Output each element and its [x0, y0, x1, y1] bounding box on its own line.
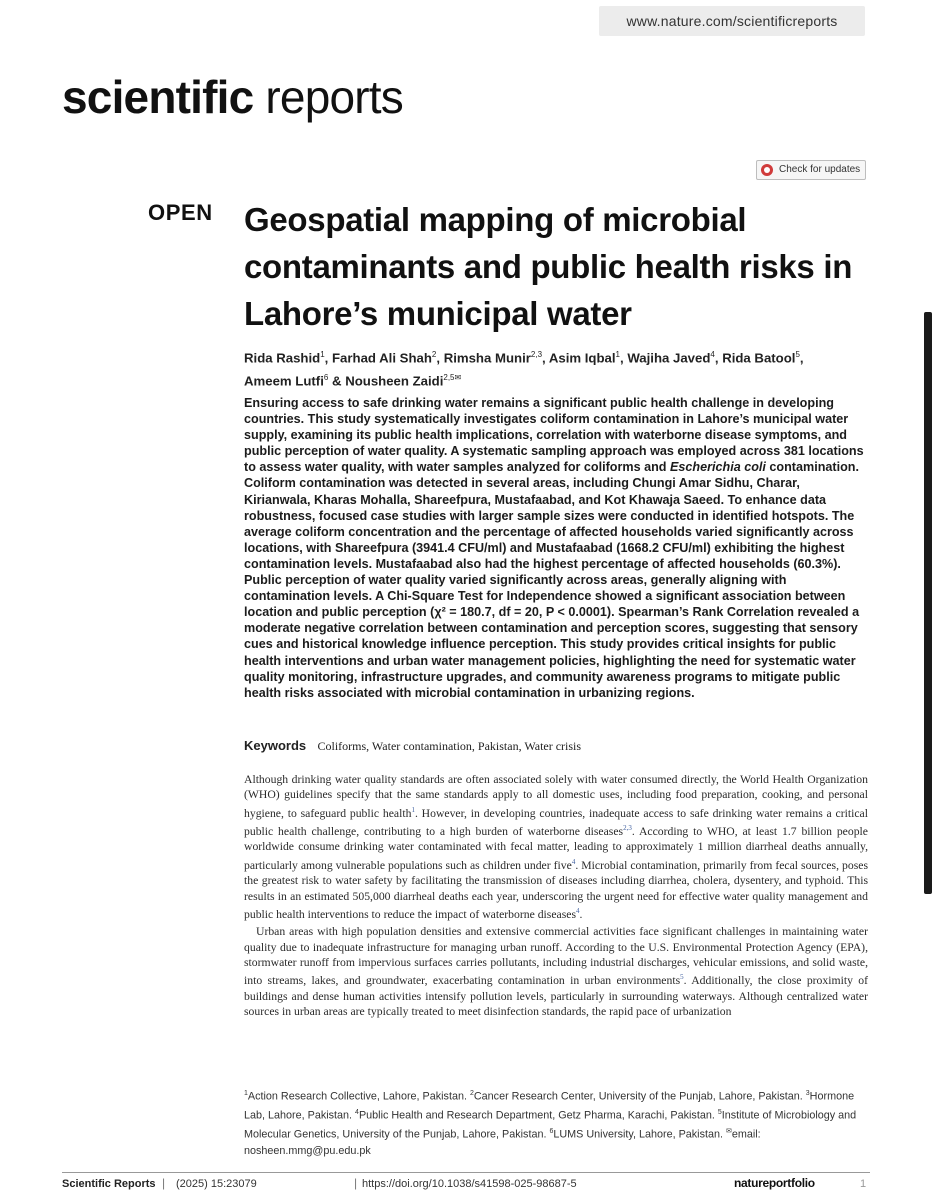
journal-logo-light: reports	[265, 71, 403, 123]
footnote-text: Cancer Research Center, University of the Punjab, Lahore, Pakistan.	[473, 1090, 806, 1103]
body-text-run: .	[579, 907, 583, 921]
citation-link[interactable]: 5	[680, 973, 684, 982]
author-affiliation: 2,3	[530, 350, 543, 359]
open-access-label: OPEN	[148, 200, 213, 225]
footer-journal-name: Scientific Reports	[62, 1178, 156, 1190]
footnote-text: LUMS University, Lahore, Pakistan.	[553, 1128, 726, 1141]
author-affiliation: 2	[431, 350, 437, 359]
abstract	[244, 395, 866, 701]
journal-logo[interactable]	[62, 70, 403, 124]
footnote-number: 4	[355, 1109, 359, 1117]
author-affiliation: 1	[320, 350, 325, 359]
affiliation-footnotes	[244, 1086, 872, 1159]
author-name[interactable]: Farhad Ali Shah	[332, 350, 432, 366]
author-name[interactable]: Rimsha Munir	[443, 350, 531, 366]
author-affiliation: 1	[615, 350, 620, 359]
keywords-label: Keywords	[244, 738, 307, 753]
author-name[interactable]: Rida Rashid	[244, 350, 321, 366]
footnote-number: 3	[805, 1090, 810, 1097]
contact-email[interactable]: email: nosheen.mmg@pu.edu.pk	[244, 1128, 761, 1157]
abstract-species-name: Escherichia coli	[670, 460, 766, 475]
journal-logo-bold: scientific	[62, 71, 254, 123]
footnote-text: Action Research Collective, Lahore, Pakistan.	[247, 1090, 470, 1103]
body-paragraph	[244, 924, 868, 1019]
footer-separator: |	[354, 1176, 358, 1190]
author-name[interactable]: Nousheen Zaidi	[345, 373, 444, 389]
body-text-run: . Additionally, the close proximity of buildings and dense human activities intensify pollution levels, particularly in surrounding waterways. Although centralized water sources in urban areas are typically treated to meet disinfection standards, the rapid pace of urbanization	[244, 974, 868, 1019]
abstract-text: contamination. Coliform contamination was detected in several areas, including Chungi Amar Sidhu, Charar, Kirianwala, Kharas Mohalla, Shareefpura, Mustafaabad, and Kot Khawaja Saeed. To enhance data robustness, focused case studies with larger sample sizes were conducted in identified hotspots. The average coliform concentration and the percentage of affected households varied significantly across locations, with Shareefpura (3941.4 CFU/ml) and Mustafaabad (1668.2 CFU/ml) exhibiting the highest contamination levels. Mustafaabad also had the highest percentage of affected households (60.3%). Public perception of water quality varied significantly across areas, generally aligning with contamination levels. A Chi-Square Test for Independence showed a significant association between location and public perception (χ² = 180.7, df = 20, P < 0.0001). Spearman’s Rank Correlation revealed a moderate negative correlation between contamination and perception scores, suggesting that sensory cues and historical knowledge influence perception. This study provides critical insights for public health interventions and urban water management policies, highlighting the need for systematic water quality monitoring, infrastructure upgrades, and community awareness programs to mitigate public health risks associated with microbial contamination in urbanizing regions.	[244, 460, 860, 700]
footnote-number: 2	[469, 1090, 474, 1097]
author-affiliation: 4	[710, 350, 715, 359]
footnote-text: Hormone Lab, Lahore, Pakistan.	[244, 1090, 855, 1122]
abstract-text: Ensuring access to safe drinking water remains a significant public health challenge in developing countries. This study systematically investigates coliform contamination in Lahore’s municipal water supply, examining its public health implications, correlation with waterborne disease symptoms, and public perception of water quality. A systematic sampling approach was employed across 381 locations to assess water quality, with water samples analyzed for coliforms and	[244, 396, 864, 475]
footnote-text: Institute of Microbiology and Molecular Genetics, University of the Punjab, Lahore, Pakistan.	[244, 1109, 857, 1141]
author-name[interactable]: Rida Batool	[722, 350, 796, 366]
footnote-text: Public Health and Research Department, Getz Pharma, Karachi, Pakistan.	[358, 1109, 718, 1122]
footer-doi-link[interactable]: https://doi.org/10.1038/s41598-025-98687-5	[362, 1178, 577, 1190]
author-affiliation: 6	[323, 373, 329, 383]
email-envelope-icon[interactable]: ✉	[454, 373, 462, 383]
footnote-number: 6	[549, 1128, 554, 1136]
crossmark-icon	[761, 164, 773, 176]
page-number: 1	[860, 1178, 867, 1190]
body-text-run: Urban areas with high population densities and extensive commercial activities face significant challenges in maintaining water quality due to inadequate infrastructure for managing urban runoff. According to the U.S. Environmental Protection Agency (EPA), stormwater runoff from impervious surfaces carries pollutants, including industrial discharges, vehicular emissions, and solid waste, into streams, lakes, and groundwater, exacerbating contamination in urban environments	[244, 925, 868, 988]
scrollbar-thumb[interactable]	[924, 312, 932, 894]
nature-portfolio-logo: natureportfolio	[734, 1176, 815, 1190]
footnote-number: 5	[717, 1109, 722, 1117]
body-text	[244, 772, 868, 1020]
citation-link[interactable]: 2,3	[623, 824, 632, 833]
citation-link[interactable]: 4	[576, 906, 580, 915]
body-paragraph	[244, 772, 868, 922]
author-name[interactable]: Wajiha Javed	[627, 350, 711, 366]
body-text-run: . However, in developing countries, inadequate access to safe drinking water remains a critical public health challenge, contributing to a high burden of waterborne diseases	[244, 806, 868, 838]
body-text-run: . Microbial contamination, primarily from fecal sources, poses the greatest risk to water safety by facilitating the transmission of diseases including diarrhea, cholera, dysentery, and typhoid. This results in an estimated 505,000 diarrheal deaths each year, underscoring the urgent need for effective water quality management and public health interventions to reduce the impact of waterborne diseases	[244, 858, 868, 921]
keywords-values: Coliforms, Water contamination, Pakistan, Water crisis	[317, 739, 582, 753]
citation-link[interactable]: 4	[571, 857, 576, 866]
journal-url[interactable]: www.nature.com/scientificreports	[599, 6, 865, 36]
body-text-run: Although drinking water quality standards are often associated solely with water consumed directly, the World Health Organization (WHO) guidelines specify that the same standards apply to all domestic uses, including food preparation, cooking, and personal hygiene, to safeguard public health	[244, 773, 868, 820]
footer-year-volume: (2025) 15:23079	[176, 1178, 257, 1190]
article-title: Geospatial mapping of microbial contaminants and public health risks in Lahore’s municipal water	[244, 201, 853, 332]
email-envelope-icon: ✉	[726, 1128, 732, 1136]
check-for-updates-button[interactable]	[756, 160, 866, 180]
author-affiliation: 2,5	[443, 373, 455, 383]
author-name[interactable]: Asim Iqbal	[548, 350, 616, 366]
check-for-updates-label: Check for updates	[779, 164, 861, 175]
author-affiliation: 5	[795, 350, 800, 359]
footer-divider	[62, 1172, 870, 1173]
body-text-run: . According to WHO, at least 1.7 billion people worldwide consume drinking water contaminated with fecal matter, leading to approximately 1 million diarrheal deaths annually, particularly among vulnerable populations such as children under five	[244, 825, 868, 872]
author-name[interactable]: Ameem Lutfi	[244, 373, 324, 389]
footnote-number: 1	[244, 1090, 248, 1097]
keywords	[244, 738, 581, 754]
citation-link[interactable]: 1	[411, 805, 415, 814]
footer-separator: |	[162, 1176, 166, 1190]
author-list: Rida Rashid$^1$, Farhad Ali Shah$^2$, Rimsha Munir$^{2,3}$, Asim Iqbal$^1$, Wajiha Javed$^4$, Rida Batool$^5$, Ameem Lutfi$^6$ & Nousheen Zaidi$^{2,5✉}$	[244, 350, 804, 389]
